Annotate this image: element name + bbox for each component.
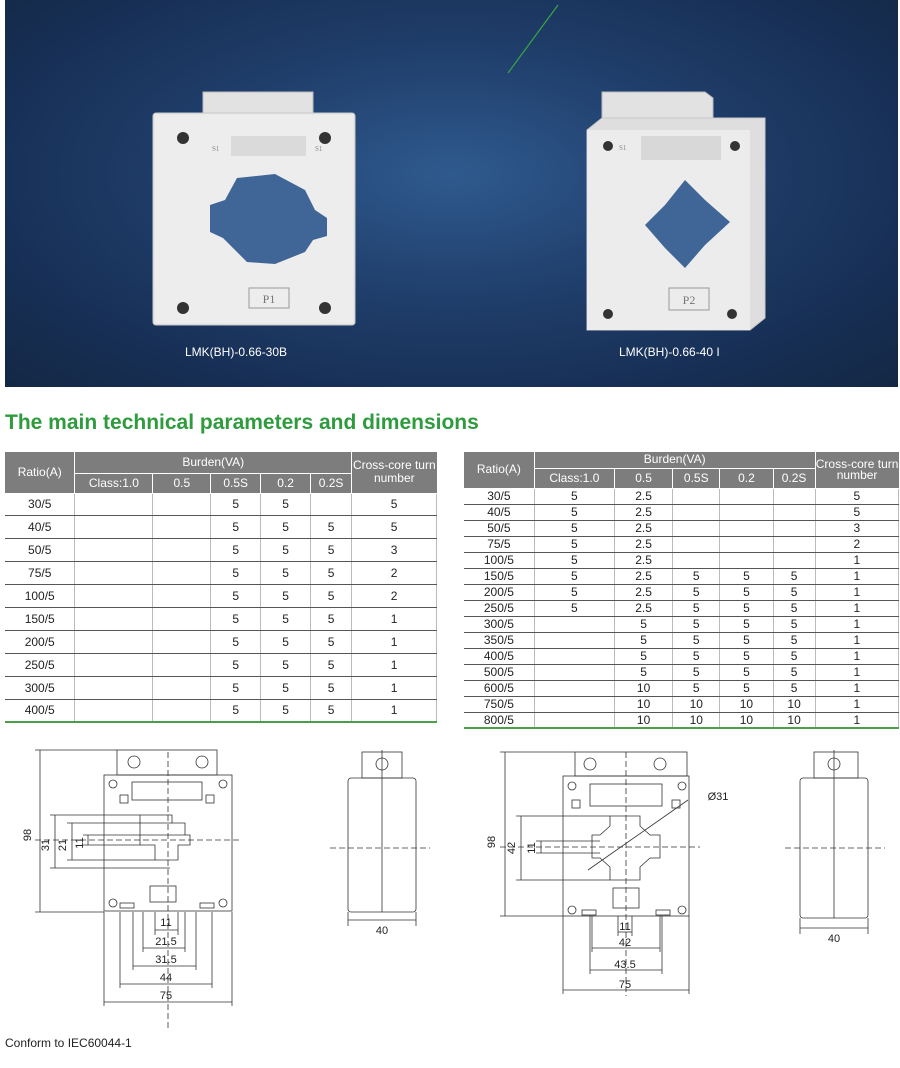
- turns-cell: 2: [815, 536, 898, 552]
- table-row: [464, 584, 899, 600]
- ratio-cell: 600/5: [464, 680, 534, 696]
- dim-label: 31: [40, 838, 52, 852]
- ratio-cell: 30/5: [464, 488, 534, 504]
- turns-cell: 1: [815, 568, 898, 584]
- product-image-left: [153, 92, 355, 325]
- burden-cell: 5: [615, 648, 673, 664]
- burden-cell: 5: [673, 632, 720, 648]
- dim-label: 98: [22, 828, 34, 842]
- dimension-drawings: [0, 740, 900, 1032]
- turns-cell: 3: [815, 520, 898, 536]
- burden-cell: [153, 562, 211, 585]
- table-row: [5, 653, 437, 676]
- ratio-cell: 250/5: [464, 600, 534, 616]
- burden-cell: [720, 536, 773, 552]
- burden-cell: 5: [773, 568, 815, 584]
- burden-cell: 5: [720, 584, 773, 600]
- turns-cell: 5: [815, 488, 898, 504]
- burden-cell: [673, 504, 720, 520]
- burden-cell: 5: [720, 632, 773, 648]
- table-row: [5, 630, 437, 653]
- burden-cell: 2.5: [615, 568, 673, 584]
- burden-cell: 10: [673, 696, 720, 712]
- dim-label: 11: [160, 917, 172, 929]
- turns-cell: 5: [352, 516, 437, 539]
- ratio-cell: 40/5: [5, 516, 75, 539]
- dim-label: 42: [618, 937, 632, 949]
- burden-cell: [75, 539, 153, 562]
- burden-cell: 5: [615, 616, 673, 632]
- spec-table-left: [5, 452, 437, 723]
- table-row: [464, 664, 899, 680]
- burden-cell: [773, 520, 815, 536]
- burden-cell: 5: [673, 584, 720, 600]
- header-class: 0.2: [720, 468, 773, 488]
- burden-cell: 2.5: [615, 600, 673, 616]
- dim-label: 98: [486, 835, 498, 849]
- turns-cell: 1: [815, 616, 898, 632]
- burden-cell: 5: [673, 680, 720, 696]
- burden-cell: [720, 552, 773, 568]
- table-row: [464, 504, 899, 520]
- burden-cell: 5: [773, 632, 815, 648]
- burden-cell: [153, 676, 211, 699]
- burden-cell: 5: [211, 562, 261, 585]
- ratio-cell: 50/5: [464, 520, 534, 536]
- burden-cell: 5: [211, 585, 261, 608]
- header-burden: Burden(VA): [75, 452, 352, 473]
- banner-art: [5, 0, 898, 387]
- drawing-left-side: [330, 750, 430, 926]
- decorative-line: [508, 5, 558, 73]
- turns-cell: 1: [815, 712, 898, 728]
- product-banner: [5, 0, 898, 387]
- burden-cell: 5: [311, 653, 352, 676]
- burden-cell: [773, 536, 815, 552]
- header-turns: Cross-core turn number: [815, 452, 898, 488]
- turns-cell: 3: [352, 539, 437, 562]
- burden-cell: [673, 536, 720, 552]
- burden-cell: 5: [534, 552, 614, 568]
- table-body: [464, 488, 899, 728]
- dim-label: 11: [619, 921, 631, 933]
- burden-cell: 2.5: [615, 536, 673, 552]
- svg-text:P1: P1: [262, 292, 276, 306]
- table-row: [5, 493, 437, 516]
- burden-cell: [153, 607, 211, 630]
- burden-cell: 5: [261, 607, 311, 630]
- burden-cell: 5: [673, 664, 720, 680]
- spec-table-right: [464, 452, 899, 729]
- turns-cell: 1: [815, 584, 898, 600]
- header-class: 0.2S: [311, 473, 352, 493]
- table-row: [464, 552, 899, 568]
- dim-label: 31.5: [155, 954, 177, 966]
- burden-cell: [75, 516, 153, 539]
- dim-label: 21: [57, 838, 69, 852]
- burden-cell: 5: [673, 648, 720, 664]
- drawing-right-side: [785, 750, 885, 934]
- burden-cell: 10: [615, 712, 673, 728]
- ratio-cell: 30/5: [5, 493, 75, 516]
- burden-cell: 5: [311, 630, 352, 653]
- ratio-cell: 50/5: [5, 539, 75, 562]
- header-class: 0.5S: [673, 468, 720, 488]
- burden-cell: [534, 696, 614, 712]
- header-class: 0.5: [153, 473, 211, 493]
- burden-cell: [153, 653, 211, 676]
- burden-cell: 5: [311, 539, 352, 562]
- header-class: 0.5S: [211, 473, 261, 493]
- burden-cell: [673, 552, 720, 568]
- burden-cell: 5: [773, 664, 815, 680]
- burden-cell: 5: [261, 653, 311, 676]
- burden-cell: 2.5: [615, 488, 673, 504]
- burden-cell: 5: [534, 568, 614, 584]
- table-row: [464, 520, 899, 536]
- burden-cell: [75, 676, 153, 699]
- table-row: [5, 585, 437, 608]
- burden-cell: 5: [311, 607, 352, 630]
- burden-cell: 5: [211, 653, 261, 676]
- table-row: [464, 696, 899, 712]
- burden-cell: 5: [211, 493, 261, 516]
- burden-cell: 5: [534, 536, 614, 552]
- burden-cell: [153, 630, 211, 653]
- ratio-cell: 300/5: [464, 616, 534, 632]
- ratio-cell: 500/5: [464, 664, 534, 680]
- burden-cell: 10: [673, 712, 720, 728]
- ratio-cell: 400/5: [5, 699, 75, 722]
- turns-cell: 1: [815, 648, 898, 664]
- table-row: [5, 516, 437, 539]
- turns-cell: 1: [352, 676, 437, 699]
- burden-cell: 5: [211, 699, 261, 722]
- burden-cell: [153, 699, 211, 722]
- turns-cell: 5: [815, 504, 898, 520]
- burden-cell: 5: [261, 562, 311, 585]
- burden-cell: [75, 562, 153, 585]
- ratio-cell: 150/5: [464, 568, 534, 584]
- burden-cell: 5: [720, 568, 773, 584]
- burden-cell: [534, 712, 614, 728]
- burden-cell: 5: [211, 539, 261, 562]
- burden-cell: 2.5: [615, 584, 673, 600]
- dim-label: 44: [159, 972, 173, 984]
- table-row: [5, 607, 437, 630]
- product-image-right: [587, 92, 765, 330]
- burden-cell: [773, 504, 815, 520]
- burden-cell: [720, 488, 773, 504]
- burden-cell: [311, 493, 352, 516]
- burden-cell: 5: [534, 584, 614, 600]
- ratio-cell: 200/5: [5, 630, 75, 653]
- dim-label: 11: [526, 842, 538, 854]
- burden-cell: 5: [773, 616, 815, 632]
- turns-cell: 1: [352, 607, 437, 630]
- ratio-cell: 400/5: [464, 648, 534, 664]
- burden-cell: 5: [773, 600, 815, 616]
- burden-cell: 10: [720, 696, 773, 712]
- table-row: [464, 680, 899, 696]
- table-row: [464, 536, 899, 552]
- burden-cell: 5: [720, 600, 773, 616]
- header-burden: Burden(VA): [534, 452, 815, 468]
- burden-cell: [534, 616, 614, 632]
- burden-cell: 5: [534, 488, 614, 504]
- burden-cell: [720, 504, 773, 520]
- header-class: Class:1.0: [534, 468, 614, 488]
- header-class: Class:1.0: [75, 473, 153, 493]
- turns-cell: 1: [352, 699, 437, 722]
- ratio-cell: 750/5: [464, 696, 534, 712]
- table-row: [5, 539, 437, 562]
- conformity-note: Conform to IEC60044-1: [5, 1036, 132, 1050]
- drawing-left-front: [35, 750, 240, 1030]
- burden-cell: [75, 630, 153, 653]
- turns-cell: 1: [352, 653, 437, 676]
- burden-cell: [673, 488, 720, 504]
- ratio-cell: 75/5: [5, 562, 75, 585]
- burden-cell: 10: [773, 712, 815, 728]
- table-row: [464, 488, 899, 504]
- ratio-cell: 200/5: [464, 584, 534, 600]
- section-title: The main technical parameters and dimensions: [5, 411, 479, 434]
- table-row: [464, 632, 899, 648]
- burden-cell: [534, 664, 614, 680]
- dim-label: 11: [74, 837, 86, 849]
- svg-text:S1: S1: [212, 145, 220, 153]
- burden-cell: 5: [534, 600, 614, 616]
- header-class: 0.2: [261, 473, 311, 493]
- table-row: [464, 648, 899, 664]
- burden-cell: 5: [311, 516, 352, 539]
- burden-cell: [75, 585, 153, 608]
- header-class: 0.5: [615, 468, 673, 488]
- burden-cell: 5: [261, 676, 311, 699]
- table-row: [5, 676, 437, 699]
- burden-cell: 5: [615, 632, 673, 648]
- table-row: [464, 616, 899, 632]
- burden-cell: 5: [534, 504, 614, 520]
- burden-cell: 5: [211, 607, 261, 630]
- ratio-cell: 300/5: [5, 676, 75, 699]
- turns-cell: 1: [815, 696, 898, 712]
- burden-cell: 5: [720, 648, 773, 664]
- burden-cell: 5: [261, 630, 311, 653]
- table-row: [5, 699, 437, 722]
- ratio-cell: 75/5: [464, 536, 534, 552]
- turns-cell: 1: [352, 630, 437, 653]
- burden-cell: 5: [720, 616, 773, 632]
- burden-cell: [534, 648, 614, 664]
- turns-cell: 2: [352, 585, 437, 608]
- burden-cell: 2.5: [615, 520, 673, 536]
- burden-cell: 5: [720, 664, 773, 680]
- ratio-cell: 250/5: [5, 653, 75, 676]
- burden-cell: [720, 520, 773, 536]
- burden-cell: [153, 516, 211, 539]
- burden-cell: [75, 607, 153, 630]
- header-ratio: Ratio(A): [5, 452, 75, 493]
- burden-cell: 5: [261, 493, 311, 516]
- burden-cell: [534, 680, 614, 696]
- dim-label: 21.5: [155, 936, 177, 948]
- header-turns: Cross-core turn number: [352, 452, 437, 493]
- turns-cell: 1: [815, 632, 898, 648]
- burden-cell: 5: [673, 568, 720, 584]
- burden-cell: 5: [673, 616, 720, 632]
- drawing-right-front: [500, 752, 700, 996]
- burden-cell: 5: [261, 699, 311, 722]
- ratio-cell: 100/5: [5, 585, 75, 608]
- table-row: [464, 600, 899, 616]
- burden-cell: [534, 632, 614, 648]
- burden-cell: 5: [261, 516, 311, 539]
- burden-cell: 5: [311, 562, 352, 585]
- table-row: [464, 712, 899, 728]
- dim-label: 42: [506, 841, 518, 855]
- product-right-caption: LMK(BH)-0.66-40 I: [619, 345, 720, 359]
- burden-cell: 5: [261, 539, 311, 562]
- diameter-label: Ø31: [707, 791, 729, 803]
- header-class: 0.2S: [773, 468, 815, 488]
- dim-label: 40: [827, 933, 841, 945]
- burden-cell: 5: [311, 585, 352, 608]
- burden-cell: 5: [211, 676, 261, 699]
- product-left-caption: LMK(BH)-0.66-30B: [185, 345, 288, 359]
- ratio-cell: 150/5: [5, 607, 75, 630]
- burden-cell: 5: [673, 600, 720, 616]
- burden-cell: 5: [773, 584, 815, 600]
- turns-cell: 5: [352, 493, 437, 516]
- turns-cell: 1: [815, 664, 898, 680]
- burden-cell: [75, 699, 153, 722]
- turns-cell: 2: [352, 562, 437, 585]
- burden-cell: [153, 539, 211, 562]
- dim-label: 43.5: [614, 959, 636, 971]
- burden-cell: 5: [311, 699, 352, 722]
- burden-cell: 5: [534, 520, 614, 536]
- burden-cell: [153, 493, 211, 516]
- burden-cell: 5: [773, 680, 815, 696]
- ratio-cell: 800/5: [464, 712, 534, 728]
- dim-label: 75: [159, 990, 173, 1002]
- burden-cell: 2.5: [615, 552, 673, 568]
- ratio-cell: 350/5: [464, 632, 534, 648]
- turns-cell: 1: [815, 600, 898, 616]
- burden-cell: 2.5: [615, 504, 673, 520]
- burden-cell: 10: [615, 696, 673, 712]
- ratio-cell: 100/5: [464, 552, 534, 568]
- dim-label: 75: [618, 979, 632, 991]
- burden-cell: [75, 493, 153, 516]
- dim-label: 40: [375, 925, 389, 937]
- burden-cell: 5: [211, 516, 261, 539]
- burden-cell: 10: [773, 696, 815, 712]
- burden-cell: [773, 488, 815, 504]
- burden-cell: 5: [773, 648, 815, 664]
- burden-cell: [153, 585, 211, 608]
- burden-cell: [773, 552, 815, 568]
- turns-cell: 1: [815, 680, 898, 696]
- table-row: [464, 568, 899, 584]
- burden-cell: 5: [211, 630, 261, 653]
- burden-cell: 5: [261, 585, 311, 608]
- burden-cell: 10: [615, 680, 673, 696]
- ratio-cell: 40/5: [464, 504, 534, 520]
- header-ratio: Ratio(A): [464, 452, 534, 488]
- turns-cell: 1: [815, 552, 898, 568]
- svg-text:P2: P2: [682, 293, 696, 307]
- svg-text:S1: S1: [619, 144, 627, 152]
- burden-cell: 10: [720, 712, 773, 728]
- table-body: [5, 493, 437, 722]
- burden-cell: [75, 653, 153, 676]
- burden-cell: 5: [720, 680, 773, 696]
- burden-cell: 5: [311, 676, 352, 699]
- svg-text:S1: S1: [315, 145, 323, 153]
- burden-cell: 5: [615, 664, 673, 680]
- table-row: [5, 562, 437, 585]
- burden-cell: [673, 520, 720, 536]
